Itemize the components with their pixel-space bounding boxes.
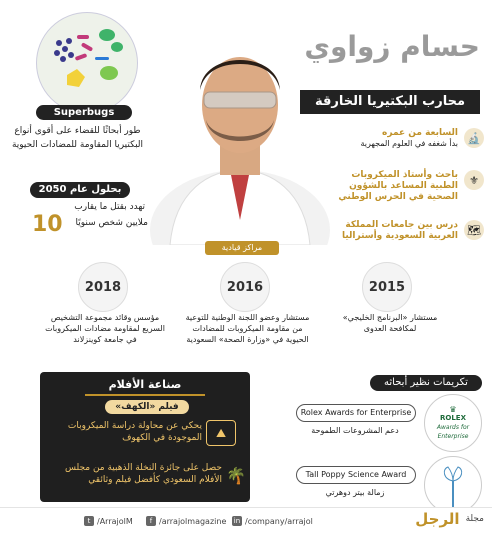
film-name-badge: فيلم «الكهف» [105,400,189,414]
page-title: حسام زواوي [304,30,480,63]
superbugs-label: Superbugs [36,105,132,120]
honors-title: تكريمات نظير أبحاثه [370,375,482,391]
facebook-icon: f [146,516,156,526]
side-item-sub: بدأ شغفه في العلوم المجهرية [360,139,458,148]
linkedin-handle: /company/arrajol [245,516,313,526]
footer [0,507,492,534]
tall-poppy-logo [424,456,482,514]
film-description: يحكي عن محاولة دراسة الميكروبات الموجودة في الكهوف [67,421,202,443]
subtitle-banner: محارب البكتيريا الخارقة [300,90,480,114]
linkedin-icon: in [233,517,241,525]
side-item-study [324,220,484,242]
timeline-item-2016 [220,262,272,312]
side-item-title: درس بين جامعات المملكة العربية السعودية وأستراليا [341,220,458,241]
map-icon: 🗺 [464,220,484,240]
timeline-item-2015 [362,262,414,312]
cave-icon: ⛰ [206,420,236,446]
by2050-number: 10 [32,212,63,237]
magazine-name: الرجل [415,510,460,528]
year-2016: 2016 [220,262,270,312]
rolex-logo-text: ROLEX [440,414,466,422]
rolex-logo: ♛ ROLEX Awards for Enterprise [424,394,482,452]
award-rolex-desc: دعم المشروعات الطموحة [311,426,399,435]
film-award-description: حصل على جائزة النخلة الذهبية من مجلس الأفلام السعودي كأفضل فيلم وثائقي [65,463,222,485]
superbugs-description: طور أبحاثًا للقضاء على أقوى أنواع البكتيريا المقاومة للمضادات الحيوية [11,126,144,150]
twitter-handle: /ArrajolM [97,516,133,526]
rolex-logo-sub: Awards for Enterprise [436,424,470,440]
side-item-researcher [324,170,484,203]
footer-linkedin[interactable] [232,516,313,526]
side-item-title: باحث وأستاذ الميكروبات الطبية المساعد بالشؤون الصحية في الحرس الوطني [338,170,458,202]
guard-emblem-icon: ⚜ [464,170,484,190]
by2050-line1: تهدد بقتل ما يقارب [74,202,145,212]
side-item-title: السابعة من عمره [382,128,458,138]
award-tallpoppy-name: Tall Poppy Science Award [296,466,416,484]
microscope-icon: 🔬 [464,128,484,148]
palm-award-icon: 🌴 [226,465,246,485]
year-2018: 2018 [78,262,128,312]
side-item-age [324,128,484,149]
magazine-word: مجلة [465,514,484,524]
by2050-label: بحلول عام 2050 [30,182,130,198]
by2050-line2: ملايين شخص سنويًا [75,218,148,228]
films-title: صناعة الأفلام [85,376,205,396]
timeline-item-2018 [78,262,130,312]
timeline-text-2016: مستشار وعضو اللجنة الوطنية للتوعية من مقاومة الميكروبات للمضادات الحيوية في «وزارة الصحة» السعودية [185,313,310,344]
year-2015: 2015 [362,262,412,312]
timeline-text-2015: مستشار «البرنامج الخليجي» لمكافحة العدوى [342,313,438,333]
award-rolex-name: Rolex Awards for Enterprise [296,404,416,422]
award-tallpoppy-desc: زمالة بيتر دوهرتي [325,488,385,497]
bacteria-illustration [36,12,138,114]
timeline-text-2018: مؤسس وقائد مجموعة التشخيص السريع لمقاومة مضادات الميكروبات في جامعة كوينزلاند [45,313,165,344]
leadership-label: مراكز قيادية [205,241,279,255]
facebook-handle: /arrajolmagazine [159,516,227,526]
twitter-icon: t [84,516,94,526]
footer-facebook[interactable] [146,516,226,526]
magazine-logo [354,510,484,528]
footer-twitter[interactable] [84,516,133,526]
